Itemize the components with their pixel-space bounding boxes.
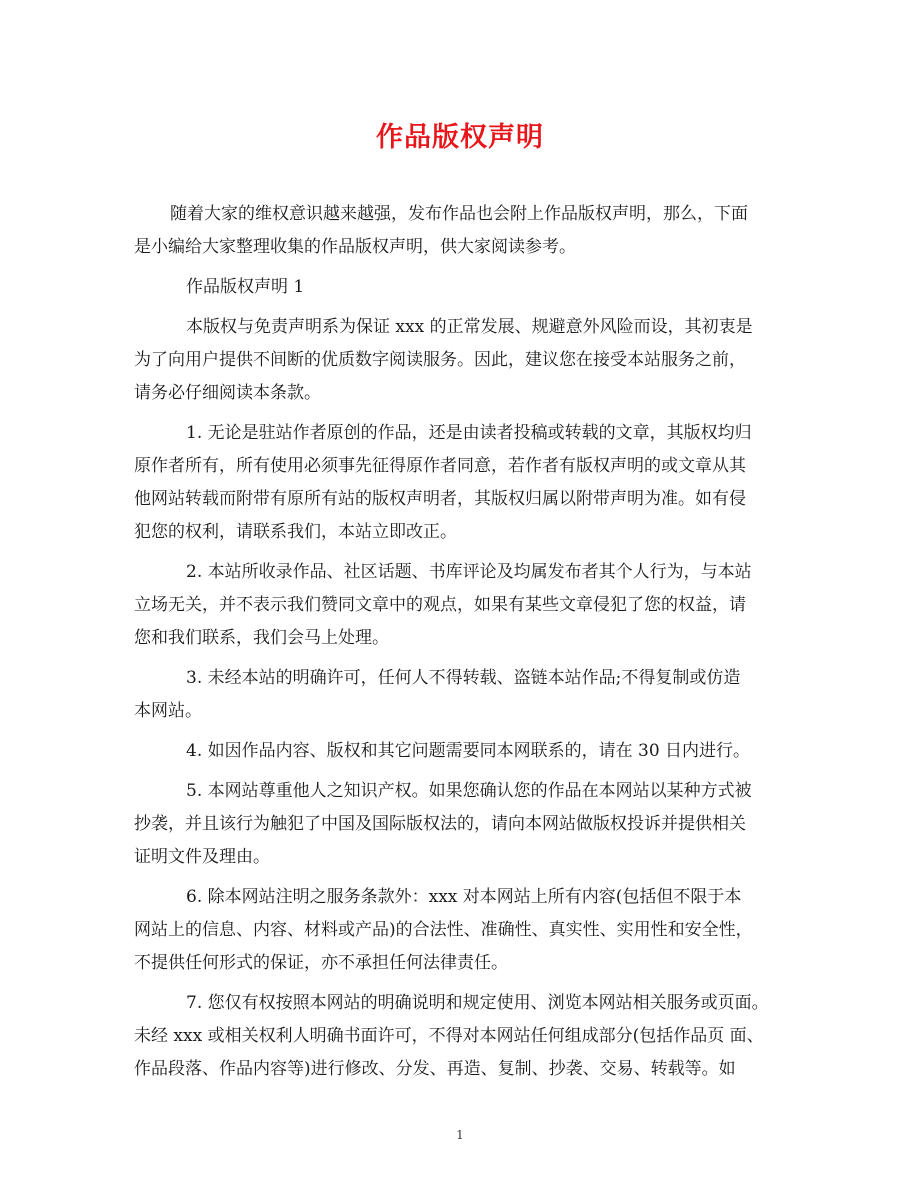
paragraph-line: 立场无关，并不表示我们赞同文章中的观点，如果有某些文章侵犯了您的权益，请	[134, 595, 746, 615]
document-title: 作品版权声明	[376, 122, 544, 153]
paragraph	[134, 735, 790, 768]
paragraph-line: 5. 本网站尊重他人之知识产权。如果您确认您的作品在本网站以某种方式被	[186, 781, 752, 801]
paragraph-line: 原作者所有，所有使用必须事先征得原作者同意，若作者有版权声明的或文章从其	[134, 456, 746, 476]
paragraph-line: 抄袭，并且该行为触犯了中国及国际版权法的，请向本网站做版权投诉并提供相关	[134, 814, 746, 834]
paragraph	[134, 881, 790, 980]
paragraph-line: 6. 除本网站注明之服务条款外：xxx 对本网站上所有内容(包括但不限于本	[186, 887, 742, 907]
paragraph-line: 3. 未经本站的明确许可，任何人不得转载、盗链本站作品;不得复制或仿造	[186, 668, 741, 688]
paragraph-line: 作品段落、作品内容等)进行修改、分发、再造、复制、抄袭、交易、转载等。如	[134, 1059, 736, 1079]
paragraph-line: 1. 无论是驻站作者原创的作品，还是由读者投稿或转载的文章，其版权均归	[186, 423, 752, 443]
paragraph-line: 网站上的信息、内容、材料或产品)的合法性、准确性、真实性、实用性和安全性，	[134, 920, 753, 940]
paragraph	[134, 775, 790, 874]
paragraph-line: 请务必仔细阅读本条款。	[134, 383, 321, 403]
paragraph	[134, 271, 790, 304]
paragraph-line: 未经 xxx 或相关权利人明确书面许可，不得对本网站任何组成部分(包括作品页 面、	[134, 1026, 764, 1046]
paragraph	[134, 662, 790, 728]
paragraph-line: 是小编给大家整理收集的作品版权声明，供大家阅读参考。	[134, 237, 576, 257]
paragraph-line: 本版权与免责声明系为保证 xxx 的正常发展、规避意外风险而设，其初衷是	[186, 317, 753, 337]
page-number: 1	[456, 1128, 464, 1142]
paragraph-line: 不提供任何形式的保证，亦不承担任何法律责任。	[134, 953, 508, 973]
paragraph	[134, 417, 790, 549]
paragraph-line: 随着大家的维权意识越来越强，发布作品也会附上作品版权声明，那么，下面	[170, 204, 748, 224]
paragraph-line: 为了向用户提供不间断的优质数字阅读服务。因此，建议您在接受本站服务之前，	[134, 350, 746, 370]
paragraph-line: 他网站转载而附带有原所有站的版权声明者，其版权归属以附带声明为准。如有侵	[134, 489, 746, 509]
paragraph	[134, 311, 790, 410]
paragraph-line: 4. 如因作品内容、版权和其它问题需要同本网联系的，请在 30 日内进行。	[186, 741, 751, 761]
paragraph-line: 7. 您仅有权按照本网站的明确说明和规定使用、浏览本网站相关服务或页面。	[186, 993, 769, 1013]
paragraph-line: 2. 本站所收录作品、社区话题、书库评论及均属发布者其个人行为，与本站	[186, 562, 752, 582]
paragraph-line: 证明文件及理由。	[134, 847, 270, 867]
paragraph	[134, 556, 790, 655]
paragraph-line: 您和我们联系，我们会马上处理。	[134, 628, 389, 648]
paragraph-line: 作品版权声明 1	[186, 277, 305, 297]
document-body	[134, 198, 790, 1093]
paragraph	[134, 198, 790, 264]
paragraph	[134, 987, 790, 1086]
paragraph-line: 本网站。	[134, 701, 202, 721]
paragraph-line: 犯您的权利，请联系我们，本站立即改正。	[134, 522, 457, 542]
